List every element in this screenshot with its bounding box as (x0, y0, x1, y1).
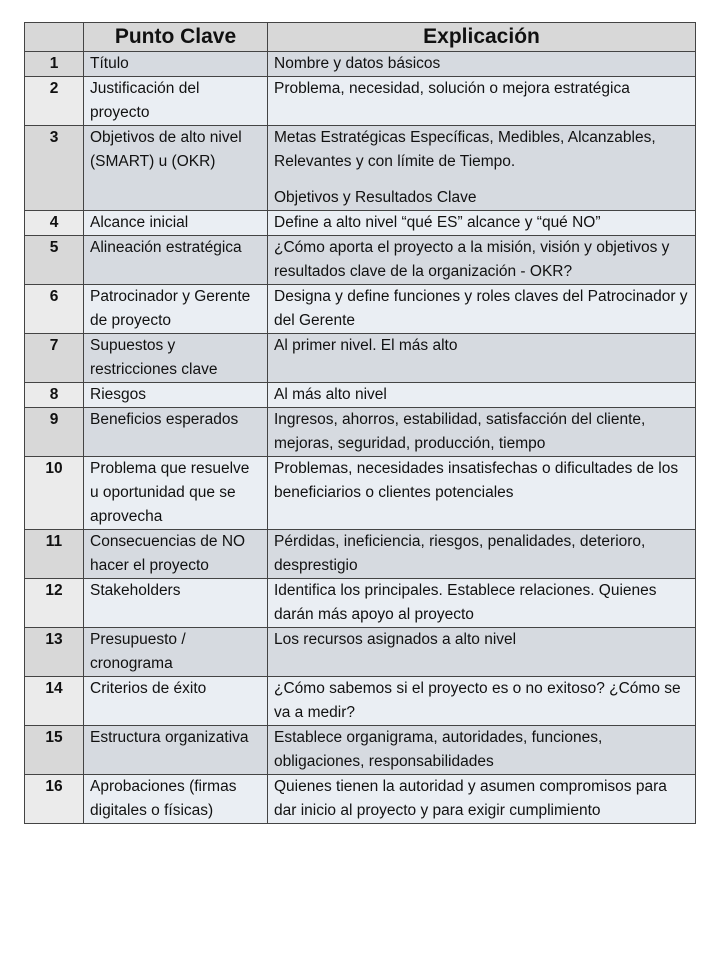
row-number: 16 (25, 775, 84, 824)
row-number: 14 (25, 677, 84, 726)
table-row (25, 334, 696, 383)
header-explanation: Explicación (268, 23, 696, 52)
row-number: 5 (25, 236, 84, 285)
paragraph-gap (274, 174, 689, 186)
table-row (25, 52, 696, 77)
key-points-table (24, 22, 696, 824)
table-row (25, 726, 696, 775)
row-key-point: Objetivos de alto nivel (SMART) u (OKR) (84, 126, 268, 211)
explanation-text: Metas Estratégicas Específicas, Medibles, Alcanzables, Relevantes y con límite de Tiempo. (274, 129, 656, 170)
table-row (25, 236, 696, 285)
explanation-text-secondary: Objetivos y Resultados Clave (274, 189, 477, 206)
row-explanation (268, 726, 696, 775)
row-explanation (268, 334, 696, 383)
explanation-text: Establece organigrama, autoridades, funciones, obligaciones, responsabilidades (274, 729, 603, 770)
row-explanation (268, 236, 696, 285)
row-key-point: Supuestos y restricciones clave (84, 334, 268, 383)
table-row (25, 126, 696, 211)
explanation-text: ¿Cómo aporta el proyecto a la misión, visión y objetivos y resultados clave de la organización - OKR? (274, 239, 670, 280)
explanation-text: Quienes tienen la autoridad y asumen compromisos para dar inicio al proyecto y para exigir cumplimiento (274, 778, 667, 819)
explanation-text: Problema, necesidad, solución o mejora estratégica (274, 80, 630, 97)
row-key-point: Stakeholders (84, 579, 268, 628)
table-row (25, 457, 696, 530)
table-row (25, 211, 696, 236)
explanation-text: Identifica los principales. Establece relaciones. Quienes darán más apoyo al proyecto (274, 582, 657, 623)
explanation-text: Ingresos, ahorros, estabilidad, satisfacción del cliente, mejoras, seguridad, producción, tiempo (274, 411, 646, 452)
table-row (25, 77, 696, 126)
row-key-point: Alcance inicial (84, 211, 268, 236)
row-explanation (268, 457, 696, 530)
explanation-text: Al primer nivel. El más alto (274, 337, 458, 354)
table-row (25, 408, 696, 457)
table-row (25, 383, 696, 408)
row-explanation (268, 775, 696, 824)
row-explanation (268, 408, 696, 457)
row-number: 2 (25, 77, 84, 126)
row-number: 4 (25, 211, 84, 236)
table-row (25, 530, 696, 579)
row-key-point: Estructura organizativa (84, 726, 268, 775)
row-explanation (268, 579, 696, 628)
row-key-point: Problema que resuelve u oportunidad que se aprovecha (84, 457, 268, 530)
row-key-point: Justificación del proyecto (84, 77, 268, 126)
explanation-text: Pérdidas, ineficiencia, riesgos, penalidades, deterioro, desprestigio (274, 533, 646, 574)
row-number: 9 (25, 408, 84, 457)
table-row (25, 775, 696, 824)
row-explanation (268, 530, 696, 579)
row-number: 12 (25, 579, 84, 628)
row-explanation (268, 383, 696, 408)
row-explanation (268, 628, 696, 677)
row-key-point: Riesgos (84, 383, 268, 408)
row-key-point: Criterios de éxito (84, 677, 268, 726)
row-key-point: Consecuencias de NO hacer el proyecto (84, 530, 268, 579)
row-explanation (268, 285, 696, 334)
explanation-text: ¿Cómo sabemos si el proyecto es o no exitoso? ¿Cómo se va a medir? (274, 680, 681, 721)
explanation-text: Designa y define funciones y roles claves del Patrocinador y del Gerente (274, 288, 688, 329)
row-explanation (268, 77, 696, 126)
row-number: 6 (25, 285, 84, 334)
explanation-text: Nombre y datos básicos (274, 55, 441, 72)
row-key-point: Aprobaciones (firmas digitales o físicas) (84, 775, 268, 824)
row-number: 13 (25, 628, 84, 677)
row-explanation (268, 677, 696, 726)
table-row (25, 677, 696, 726)
explanation-text: Define a alto nivel “qué ES” alcance y “qué NO” (274, 214, 601, 231)
row-number: 3 (25, 126, 84, 211)
table-row (25, 628, 696, 677)
row-number: 11 (25, 530, 84, 579)
row-explanation (268, 52, 696, 77)
explanation-text: Problemas, necesidades insatisfechas o dificultades de los beneficiarios o clientes potenciales (274, 460, 679, 501)
row-number: 8 (25, 383, 84, 408)
row-explanation (268, 126, 696, 211)
row-key-point: Presupuesto / cronograma (84, 628, 268, 677)
row-key-point: Beneficios esperados (84, 408, 268, 457)
header-num (25, 23, 84, 52)
table-row (25, 285, 696, 334)
row-number: 7 (25, 334, 84, 383)
explanation-text: Al más alto nivel (274, 386, 387, 403)
row-explanation (268, 211, 696, 236)
explanation-text: Los recursos asignados a alto nivel (274, 631, 517, 648)
row-number: 1 (25, 52, 84, 77)
row-number: 15 (25, 726, 84, 775)
header-row (25, 23, 696, 52)
row-number: 10 (25, 457, 84, 530)
table-row (25, 579, 696, 628)
row-key-point: Patrocinador y Gerente de proyecto (84, 285, 268, 334)
row-key-point: Alineación estratégica (84, 236, 268, 285)
row-key-point: Título (84, 52, 268, 77)
header-key: Punto Clave (84, 23, 268, 52)
